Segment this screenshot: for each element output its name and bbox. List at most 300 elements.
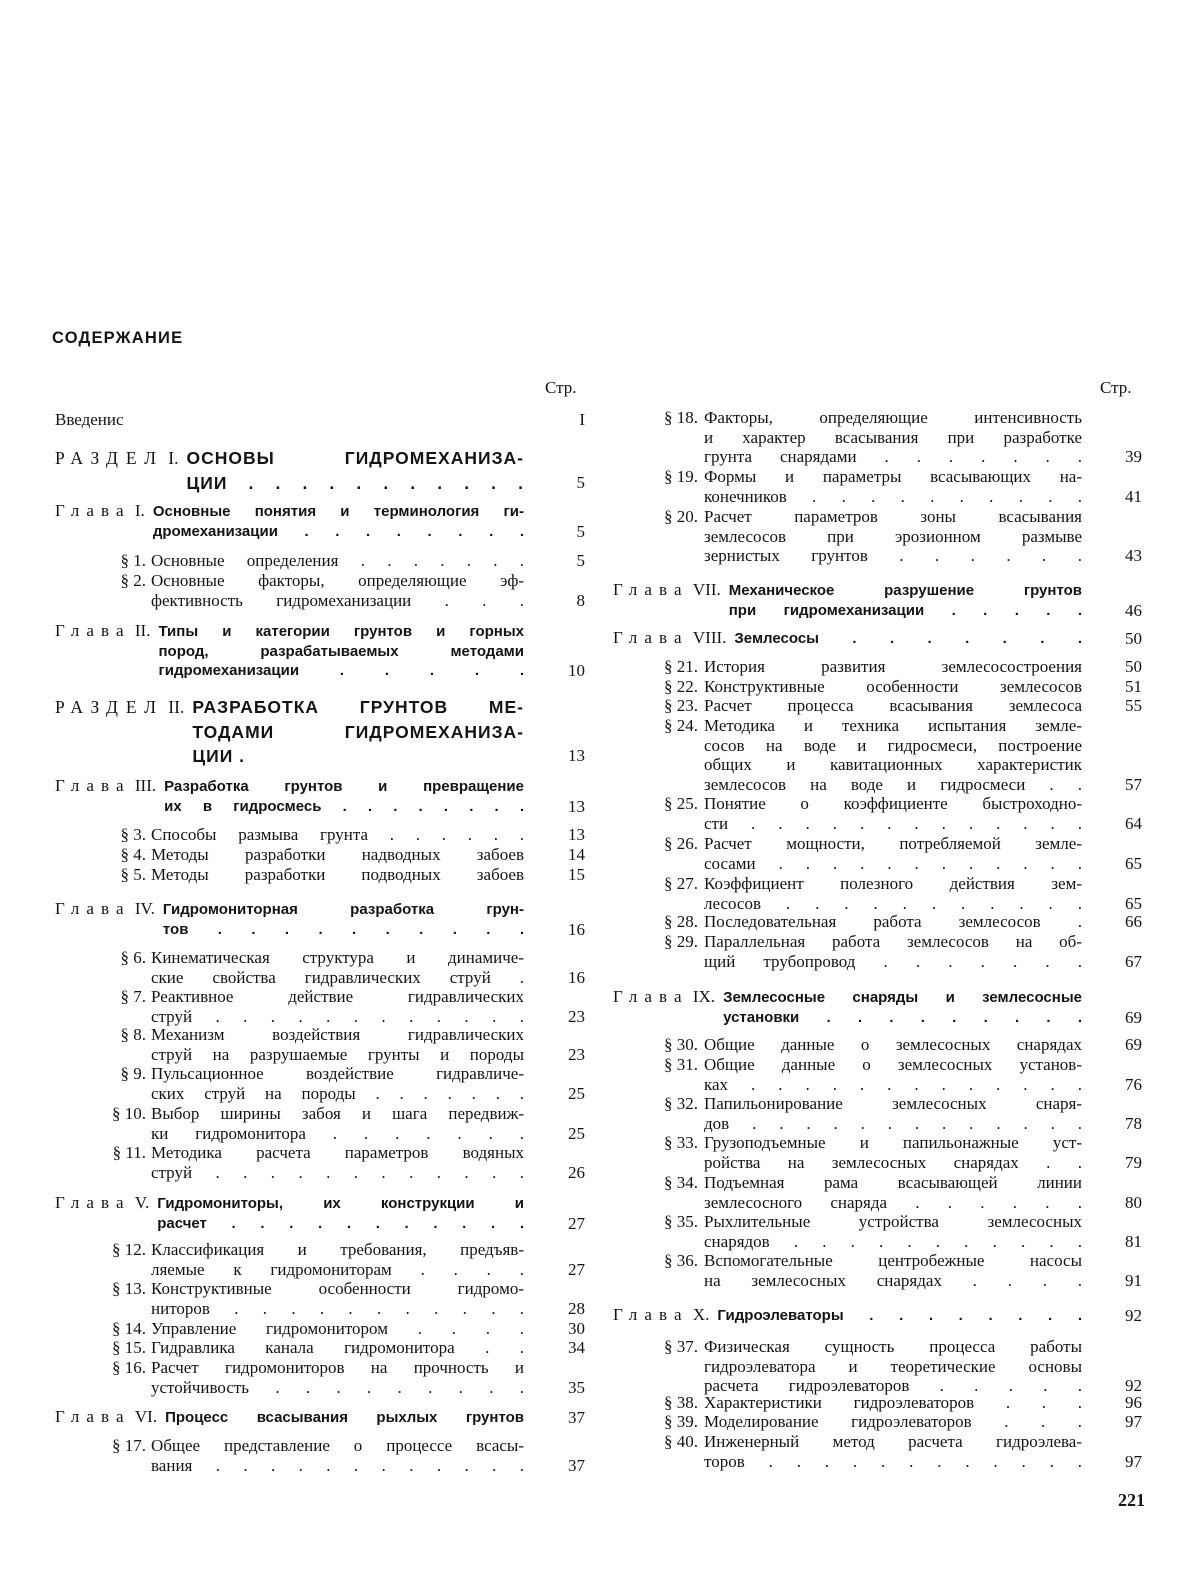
entry-page-number: 69 <box>1125 1035 1142 1054</box>
entry-row <box>104 1104 524 1143</box>
entry-page-number: 15 <box>568 865 585 884</box>
entry-title-line: Параллельная работа землесосов на об- <box>704 932 1082 951</box>
entry-title-line: История развития землесосостроения <box>704 657 1082 676</box>
entry-page-number: 91 <box>1125 1270 1142 1290</box>
entry-title <box>704 874 1082 913</box>
entry-title-line: ЦИИ . <box>192 746 245 766</box>
entry-title-line: Расчет гидромониторов на прочность и <box>151 1358 524 1377</box>
toc-entry-section <box>652 696 1142 716</box>
section-number: § 10. <box>112 1104 146 1123</box>
entry-title-line: Конструктивные особенности гидромо- <box>151 1279 524 1298</box>
toc-entry-chapter <box>613 987 1142 1027</box>
section-number: § 11. <box>112 1143 146 1162</box>
entry-title <box>704 1094 1082 1133</box>
toc-entry-section <box>652 1173 1142 1212</box>
entry-title-line: Механическое разрушение грунтов <box>728 582 1082 599</box>
entry-title <box>704 696 1082 716</box>
toc-entry-section <box>104 1319 585 1339</box>
toc-entry-section <box>104 1143 585 1182</box>
entry-title-line: зернистых грунтов . . . . . . <box>704 546 1082 565</box>
entry-row <box>104 1338 524 1358</box>
toc-entry-section <box>652 507 1142 566</box>
entry-row <box>104 987 524 1026</box>
entry-row <box>55 1193 524 1233</box>
entry-page-number: 81 <box>1125 1231 1142 1251</box>
toc-entry-chapter <box>55 776 585 816</box>
entry-title-line: Методика и техника испытания земле- <box>704 716 1082 735</box>
chapter-word: Глава <box>55 1407 131 1426</box>
toc-entry-section <box>104 1064 585 1103</box>
entry-page-number: 92 <box>1125 1376 1142 1395</box>
entry-title-line: вания . . . . . . . . . . . . <box>151 1455 524 1475</box>
entry-row <box>652 467 1082 506</box>
entry-title-line: конечников . . . . . . . . . . <box>704 486 1082 506</box>
part-word: РАЗДЕЛ <box>55 697 164 717</box>
entry-page-number: 66 <box>1125 912 1142 931</box>
toc-entry-chapter <box>55 1407 585 1428</box>
entry-title-line: Папильонирование землесосных снаря- <box>704 1094 1082 1113</box>
section-number: § 36. <box>664 1251 698 1270</box>
toc-entry-section <box>104 865 585 885</box>
entry-row <box>104 571 524 610</box>
entry-title-line: ниторов . . . . . . . . . . . <box>151 1298 524 1318</box>
entry-title-line: Гидромониторы, их конструкции и <box>157 1195 524 1212</box>
entry-title <box>704 834 1082 873</box>
entry-title-line: струй на разрушаемые грунты и породы <box>151 1044 524 1064</box>
entry-title-line: Коэффициент полезного действия зем- <box>704 874 1082 893</box>
entry-title-line: Типы и категории грунтов и горных <box>158 623 524 640</box>
entry-page-number: 25 <box>568 1083 585 1103</box>
toc-entry-introduction <box>55 410 585 430</box>
entry-title-line: снарядов . . . . . . . . . . . <box>704 1231 1082 1251</box>
entry-title-line: Моделирование гидроэлеваторов . . . <box>704 1412 1082 1431</box>
entry-title <box>163 900 524 939</box>
entry-title <box>151 1358 524 1397</box>
entry-row <box>652 696 1082 716</box>
section-number: § 23. <box>664 696 698 715</box>
entry-page-number: 5 <box>576 521 585 541</box>
chapter-number: III. <box>134 776 157 795</box>
toc-entry-section <box>104 1338 585 1358</box>
entry-title-line: Гидроэлеваторы . . . . . . . . <box>717 1307 1082 1324</box>
chapter-number: VIII. <box>692 628 727 647</box>
entry-page-number: 8 <box>576 590 585 610</box>
entry-title-line: Грузоподъемные и папильонажные уст- <box>704 1133 1082 1152</box>
entry-row <box>55 446 524 495</box>
entry-page-number: 43 <box>1125 546 1142 565</box>
entry-title-line: Способы размыва грунта . . . . . . <box>151 825 524 844</box>
entry-title-line: струй . . . . . . . . . . . . <box>151 1006 524 1026</box>
entry-row <box>652 1393 1082 1413</box>
entry-title <box>704 408 1082 467</box>
entry-title-line: общих и кавитационных характеристик <box>704 755 1082 774</box>
entry-row <box>652 874 1082 913</box>
entry-title-line: Землесосные снаряды и землесосные <box>723 989 1082 1006</box>
toc-entry-section <box>104 1279 585 1318</box>
toc-entry-chapter <box>55 899 585 939</box>
entry-page-number: 35 <box>568 1377 585 1397</box>
entry-row <box>104 1025 524 1064</box>
chapter-number: IX. <box>692 987 716 1006</box>
entry-title-line: Общее представление о процессе всасы- <box>151 1436 524 1455</box>
toc-entry-chapter <box>613 628 1142 649</box>
section-number: § 17. <box>112 1436 146 1455</box>
section-number: § 19. <box>664 467 698 486</box>
section-number: § 31. <box>664 1055 698 1074</box>
entry-page-number: 37 <box>568 1408 585 1427</box>
entry-row <box>613 987 1082 1027</box>
toc-title: СОДЕРЖАНИЕ <box>52 329 184 347</box>
entry-page-number: 97 <box>1125 1451 1142 1471</box>
entry-title-line: землесосного снаряда . . . . . . <box>704 1192 1082 1212</box>
toc-entry-section <box>652 677 1142 697</box>
entry-title-line: ские свойства гидравлических струй . <box>151 967 524 987</box>
entry-page-number: 13 <box>568 796 585 816</box>
entry-title <box>704 912 1082 932</box>
toc-entry-section <box>652 467 1142 506</box>
toc-entry-section <box>104 1240 585 1279</box>
section-number: § 29. <box>664 932 698 951</box>
entry-title <box>187 446 525 495</box>
chapter-label <box>613 987 715 1007</box>
section-number: § 1. <box>120 551 146 570</box>
entry-page-number: 16 <box>568 967 585 987</box>
entry-title <box>704 932 1082 971</box>
entry-title-line: Физическая сущность процесса работы <box>704 1337 1082 1356</box>
entry-title-line: Основные определения . . . . . . . <box>151 551 524 570</box>
entry-title-line: Методы разработки подводных забоев <box>151 865 524 884</box>
entry-title-line: Общие данные о землесосных снарядах <box>704 1035 1082 1054</box>
entry-title <box>151 1436 524 1475</box>
entry-title <box>151 1143 524 1182</box>
entry-title <box>704 1412 1082 1432</box>
entry-row <box>104 865 524 885</box>
entry-title <box>717 1306 1082 1326</box>
entry-page-number: 97 <box>1125 1412 1142 1431</box>
chapter-number: V. <box>134 1193 150 1212</box>
entry-page-number: 79 <box>1125 1152 1142 1172</box>
entry-page-number: 5 <box>576 472 585 492</box>
section-number: § 39. <box>664 1412 698 1431</box>
entry-row <box>613 580 1082 620</box>
entry-row <box>652 1251 1082 1290</box>
section-number: § 18. <box>664 408 698 427</box>
entry-page-number: 5 <box>576 551 585 570</box>
entry-title-line: ЦИИ . . . . . . . . . . . <box>186 472 524 493</box>
entry-title-line: Расчет параметров зоны всасывания <box>704 507 1082 526</box>
section-number: § 21. <box>664 657 698 676</box>
section-number: § 34. <box>664 1173 698 1192</box>
entry-title-line: Расчет мощности, потребляемой земле- <box>704 834 1082 853</box>
section-number: § 6. <box>120 948 146 967</box>
entry-title-line: при гидромеханизации . . . . . <box>728 601 1082 619</box>
section-number: § 30. <box>664 1035 698 1054</box>
toc-entry-section <box>652 1432 1142 1471</box>
entry-title <box>704 657 1082 677</box>
entry-title <box>723 988 1082 1027</box>
chapter-label <box>613 1305 709 1325</box>
entry-title-line: дромеханизации . . . . . . . . <box>152 522 524 540</box>
entry-title-line: Основные понятия и терминология ги- <box>152 503 524 520</box>
entry-title-line: щий трубопровод . . . . . . . <box>704 951 1082 971</box>
entry-title-line: Разработка грунтов и превращение <box>164 778 524 795</box>
entry-title <box>704 1393 1082 1413</box>
entry-row <box>104 845 524 865</box>
section-number: § 13. <box>112 1279 146 1298</box>
entry-title-line: Инженерный метод расчета гидроэлева- <box>704 1432 1082 1451</box>
entry-title-line: Реактивное действие гидравлических <box>151 987 524 1006</box>
entry-title <box>704 467 1082 506</box>
entry-title-line: Последовательная работа землесосов . <box>704 912 1082 931</box>
toc-entry-section <box>652 794 1142 833</box>
section-number: § 24. <box>664 716 698 735</box>
entry-title <box>704 1133 1082 1172</box>
entry-row <box>104 1240 524 1279</box>
entry-page-number: 27 <box>568 1213 585 1233</box>
entry-page-number: 46 <box>1125 600 1142 620</box>
entry-row <box>652 1173 1082 1212</box>
chapter-word: Глава <box>55 776 131 795</box>
entry-title-line: Общие данные о землесосных установ- <box>704 1055 1082 1074</box>
entry-page-number: 28 <box>568 1298 585 1318</box>
chapter-label <box>55 501 145 521</box>
entry-title-line: Рыхлительные устройства землесосных <box>704 1212 1082 1231</box>
entry-page-number: 14 <box>568 845 585 864</box>
entry-title-line: Механизм воздействия гидравлических <box>151 1025 524 1044</box>
entry-title <box>158 622 524 681</box>
entry-page-number: 67 <box>1125 951 1142 971</box>
chapter-label <box>613 628 726 648</box>
toc-entry-section <box>104 948 585 987</box>
entry-title <box>153 502 524 541</box>
entry-row <box>652 1337 1082 1396</box>
section-number: § 8. <box>120 1025 146 1044</box>
entry-title <box>704 677 1082 697</box>
entry-title-line: ках . . . . . . . . . . . . . <box>704 1074 1082 1094</box>
section-number: § 27. <box>664 874 698 893</box>
section-number: § 9. <box>120 1064 146 1083</box>
entry-page-number: 27 <box>568 1259 585 1279</box>
entry-title-line: Процесс всасывания рыхлых грунтов <box>165 1409 524 1426</box>
entry-title <box>734 629 1082 649</box>
entry-page-number: 76 <box>1125 1074 1142 1094</box>
entry-page-number: 16 <box>568 919 585 939</box>
chapter-number: X. <box>692 1305 710 1324</box>
part-label <box>55 695 184 720</box>
entry-title <box>151 845 524 865</box>
entry-title <box>729 581 1082 620</box>
entry-title-line: Гидравлика канала гидромонитора . . <box>151 1338 524 1357</box>
page-column-header-right: Стр. <box>1100 378 1132 397</box>
section-number: § 4. <box>120 845 146 864</box>
entry-page-number: 96 <box>1125 1393 1142 1412</box>
entry-title <box>704 507 1082 566</box>
entry-row <box>652 1094 1082 1133</box>
entry-title-line: струй . . . . . . . . . . . . <box>151 1162 524 1182</box>
section-number: § 15. <box>112 1338 146 1357</box>
entry-title <box>151 1104 524 1143</box>
entry-row <box>104 948 524 987</box>
entry-row <box>104 1143 524 1182</box>
chapter-word: Глава <box>613 1305 689 1324</box>
section-number: § 26. <box>664 834 698 853</box>
section-number: § 37. <box>664 1337 698 1356</box>
entry-title-line: Выбор ширины забоя и шага передвиж- <box>151 1104 524 1123</box>
entry-row <box>652 657 1082 677</box>
entry-title <box>704 1337 1082 1396</box>
toc-entry-chapter <box>55 621 585 681</box>
section-number: § 20. <box>664 507 698 526</box>
toc-entry-section <box>652 1212 1142 1251</box>
entry-title-line: тов . . . . . . . . . . <box>162 920 524 938</box>
toc-entry-part <box>55 446 585 495</box>
entry-title-line: ТОДАМИ ГИДРОМЕХАНИЗА- <box>192 721 524 742</box>
entry-title-line: Формы и параметры всасывающих на- <box>704 467 1082 486</box>
chapter-word: Глава <box>613 580 689 599</box>
entry-page-number: 26 <box>568 1162 585 1182</box>
toc-entry-section <box>652 1035 1142 1055</box>
entry-title-line: Методика расчета параметров водяных <box>151 1143 524 1162</box>
toc-entry-section <box>652 657 1142 677</box>
chapter-number: IV. <box>134 899 155 918</box>
entry-row <box>55 776 524 816</box>
entry-row <box>104 1064 524 1103</box>
entry-title-line: Конструктивные особенности землесосов <box>704 677 1082 696</box>
section-number: § 25. <box>664 794 698 813</box>
entry-title-line: Кинематическая структура и динамиче- <box>151 948 524 967</box>
toc-entry-section <box>104 1104 585 1143</box>
entry-title <box>55 410 524 430</box>
entry-title-line: землесосов на воде и гидросмеси . . <box>704 774 1082 794</box>
entry-title <box>192 695 524 769</box>
entry-title <box>704 716 1082 794</box>
entry-title-line: фективность гидромеханизации . . . <box>151 590 524 610</box>
entry-title-line: Расчет процесса всасывания землесоса <box>704 696 1082 715</box>
part-number: I. <box>168 448 179 468</box>
chapter-label <box>55 1193 149 1213</box>
entry-title-line: лесосов . . . . . . . . . . . <box>704 893 1082 913</box>
toc-entry-section <box>652 912 1142 932</box>
entry-page-number: 41 <box>1125 486 1142 506</box>
entry-title-line: пород, разрабатываемых методами <box>158 642 524 660</box>
entry-page-number: 30 <box>568 1319 585 1338</box>
section-number: § 28. <box>664 912 698 931</box>
toc-entry-section <box>104 1358 585 1397</box>
entry-title-line: ских струй на породы . . . . . . . <box>151 1083 524 1103</box>
entry-title-line: ки гидромонитора . . . . . . . <box>151 1123 524 1143</box>
entry-title <box>704 1251 1082 1290</box>
chapter-number: II. <box>134 621 151 640</box>
entry-title-line: и характер всасывания при разработке <box>704 427 1082 447</box>
entry-title <box>151 825 524 845</box>
entry-row <box>652 507 1082 566</box>
entry-title <box>157 1194 524 1233</box>
entry-title <box>151 1025 524 1064</box>
entry-title-line: Землесосы . . . . . . . <box>734 630 1082 647</box>
entry-row <box>104 551 524 571</box>
entry-row <box>652 1412 1082 1432</box>
entry-title-line: Подъемная рама всасывающей линии <box>704 1173 1082 1192</box>
entry-title-line: сти . . . . . . . . . . . . . <box>704 813 1082 833</box>
entry-title <box>151 1319 524 1339</box>
entry-title-line: Классификация и требования, предъяв- <box>151 1240 524 1259</box>
section-number: § 2. <box>120 571 146 590</box>
entry-page-number: 57 <box>1125 774 1142 794</box>
entry-title-line: устойчивость . . . . . . . . . <box>151 1377 524 1397</box>
toc-entry-section <box>104 571 585 610</box>
entry-row <box>104 1279 524 1318</box>
toc-entry-part <box>55 695 585 769</box>
entry-title-line: дов . . . . . . . . . . . . . <box>704 1113 1082 1133</box>
section-number: § 7. <box>120 987 146 1006</box>
toc-entry-section <box>652 874 1142 913</box>
entry-title-line: Основные факторы, определяющие эф- <box>151 571 524 590</box>
part-word: РАЗДЕЛ <box>55 448 164 468</box>
entry-row <box>652 912 1082 932</box>
chapter-label <box>55 776 156 796</box>
chapter-word: Глава <box>613 987 689 1006</box>
entry-title <box>151 551 524 571</box>
entry-row <box>55 621 524 681</box>
entry-title <box>164 777 524 816</box>
chapter-number: VII. <box>692 580 721 599</box>
chapter-label <box>55 1407 157 1427</box>
entry-title-line: Факторы, определяющие интенсивность <box>704 408 1082 427</box>
toc-entry-section <box>652 1412 1142 1432</box>
entry-row <box>104 825 524 845</box>
entry-title-line: Характеристики гидроэлеваторов . . . <box>704 1393 1082 1412</box>
section-number: § 38. <box>664 1393 698 1412</box>
entry-title <box>151 865 524 885</box>
toc-entry-section <box>104 825 585 845</box>
toc-entry-section <box>104 987 585 1026</box>
toc-entry-chapter <box>55 1193 585 1233</box>
chapter-word: Глава <box>55 501 131 520</box>
chapter-number: I. <box>134 501 145 520</box>
entry-page-number: 39 <box>1125 447 1142 466</box>
toc-entry-section <box>652 1133 1142 1172</box>
entry-page-number: 69 <box>1125 1007 1142 1027</box>
entry-title-line: землесосов при эрозионном размыве <box>704 526 1082 546</box>
toc-entry-section <box>652 716 1142 794</box>
entry-page-number: 78 <box>1125 1113 1142 1133</box>
toc-entry-section <box>652 1337 1142 1396</box>
entry-title-line: на землесосных снарядах . . . . <box>704 1270 1082 1290</box>
entry-title-line: ройства на землесосных снарядах . . <box>704 1152 1082 1172</box>
section-number: § 3. <box>120 825 146 844</box>
entry-title <box>151 1338 524 1358</box>
entry-page-number: 92 <box>1125 1306 1142 1325</box>
entry-row <box>104 1358 524 1397</box>
entry-title <box>704 794 1082 833</box>
entry-page-number: 10 <box>568 661 585 680</box>
entry-page-number: 23 <box>568 1006 585 1026</box>
entry-title <box>151 571 524 610</box>
entry-row <box>652 932 1082 971</box>
entry-title-line: их в гидросмесь . . . . . . . . <box>164 797 524 815</box>
entry-page-number: 64 <box>1125 813 1142 833</box>
entry-page-number: 50 <box>1125 629 1142 648</box>
entry-title <box>165 1408 524 1428</box>
entry-title-line: гидромеханизации . . . . . <box>158 662 524 679</box>
entry-title-line: Вспомогательные центробежные насосы <box>704 1251 1082 1270</box>
toc-entry-section <box>104 1025 585 1064</box>
entry-page-number: 23 <box>568 1044 585 1064</box>
toc-entry-section <box>652 1251 1142 1290</box>
entry-title <box>704 1035 1082 1055</box>
entry-row <box>652 1212 1082 1251</box>
entry-row <box>104 1319 524 1339</box>
